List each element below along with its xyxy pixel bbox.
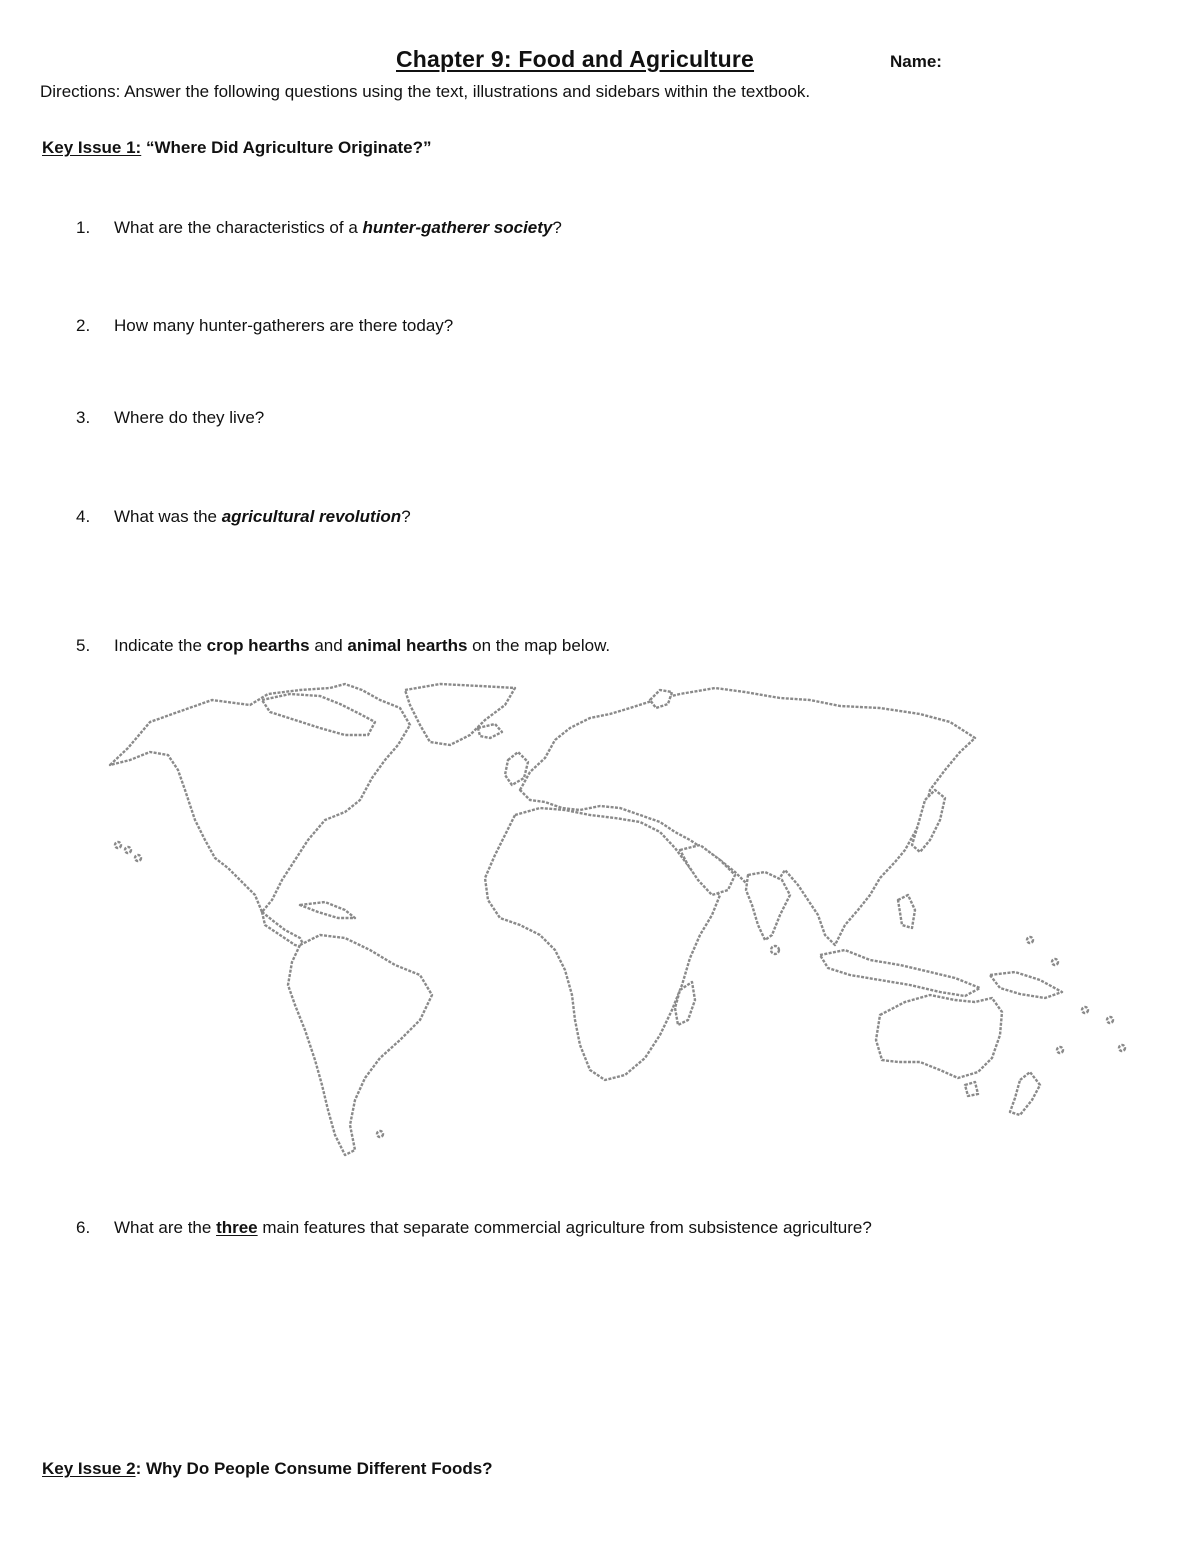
page-title: Chapter 9: Food and Agriculture: [396, 46, 755, 72]
question-text-part: on the map below.: [467, 636, 611, 655]
question-text-part: ?: [552, 218, 562, 237]
key-issue-1-label: Key Issue 1:: [42, 138, 142, 157]
new-zealand-outline: [1010, 1072, 1040, 1115]
australia-outline: [876, 995, 1002, 1078]
south-america-outline: [288, 935, 432, 1155]
question-number: 3.: [76, 408, 91, 427]
philippines-outline: [898, 895, 915, 928]
key-issue-2-heading: [42, 1459, 493, 1479]
key-issue-2-label: Key Issue 2: [42, 1459, 136, 1478]
pacific-island: [1082, 1007, 1088, 1013]
pacific-island: [1057, 1047, 1063, 1053]
hawaii-island: [125, 847, 131, 853]
question-text: Where do they live?: [114, 408, 265, 427]
question-text-part: What are the: [114, 1218, 217, 1237]
question-text: [114, 218, 562, 238]
question-emphasis: agricultural revolution: [221, 507, 402, 526]
name-label: Name:: [890, 52, 942, 71]
central-america-outline: [262, 912, 305, 948]
question-text-part: and: [309, 636, 348, 655]
question-text-part: What was the: [114, 507, 222, 526]
question-text: [114, 1218, 872, 1238]
pacific-island: [1027, 937, 1033, 943]
iceland-outline: [478, 724, 502, 738]
question-text-part: main features that separate commercial agriculture from subsistence agriculture?: [257, 1218, 872, 1237]
map-outline-group: [110, 684, 1125, 1155]
question-emphasis: crop hearths: [206, 636, 310, 655]
pacific-island: [1107, 1017, 1113, 1023]
pacific-island: [1052, 959, 1058, 965]
question-number: 5.: [76, 636, 91, 655]
world-map: [100, 676, 1135, 1166]
question-text: [114, 636, 610, 656]
question-emphasis: animal hearths: [347, 636, 468, 655]
question-text-part: ?: [401, 507, 411, 526]
southeast-asia-islands-outline: [820, 950, 980, 996]
question-emphasis: hunter-gatherer society: [362, 218, 553, 237]
question-number: 2.: [76, 316, 91, 335]
directions-text: Directions: Answer the following questions using the text, illustrations and sidebars within the textbook.: [40, 82, 811, 101]
key-issue-2-title: : Why Do People Consume Different Foods?: [135, 1459, 493, 1478]
key-issue-1-heading: [42, 138, 432, 158]
falkland-island: [377, 1131, 383, 1137]
question-emphasis: three: [216, 1218, 258, 1237]
hawaii-island: [115, 842, 121, 848]
question-number: 4.: [76, 507, 91, 526]
question-text-part: Indicate the: [114, 636, 207, 655]
question-number: 6.: [76, 1218, 91, 1237]
hawaii-island: [135, 855, 141, 861]
tasmania-outline: [965, 1082, 978, 1096]
question-text: How many hunter-gatherers are there today?: [114, 316, 454, 335]
india-outline: [746, 872, 790, 940]
pacific-island: [1119, 1045, 1125, 1051]
greenland-outline: [405, 684, 515, 745]
sri-lanka-island: [771, 946, 779, 954]
new-guinea-outline: [990, 972, 1062, 998]
key-issue-1-title: “Where Did Agriculture Originate?”: [141, 138, 432, 157]
question-number: 1.: [76, 218, 91, 237]
caribbean-islands-outline: [300, 902, 355, 918]
question-text-part: What are the characteristics of a: [114, 218, 363, 237]
question-text: [114, 507, 411, 527]
